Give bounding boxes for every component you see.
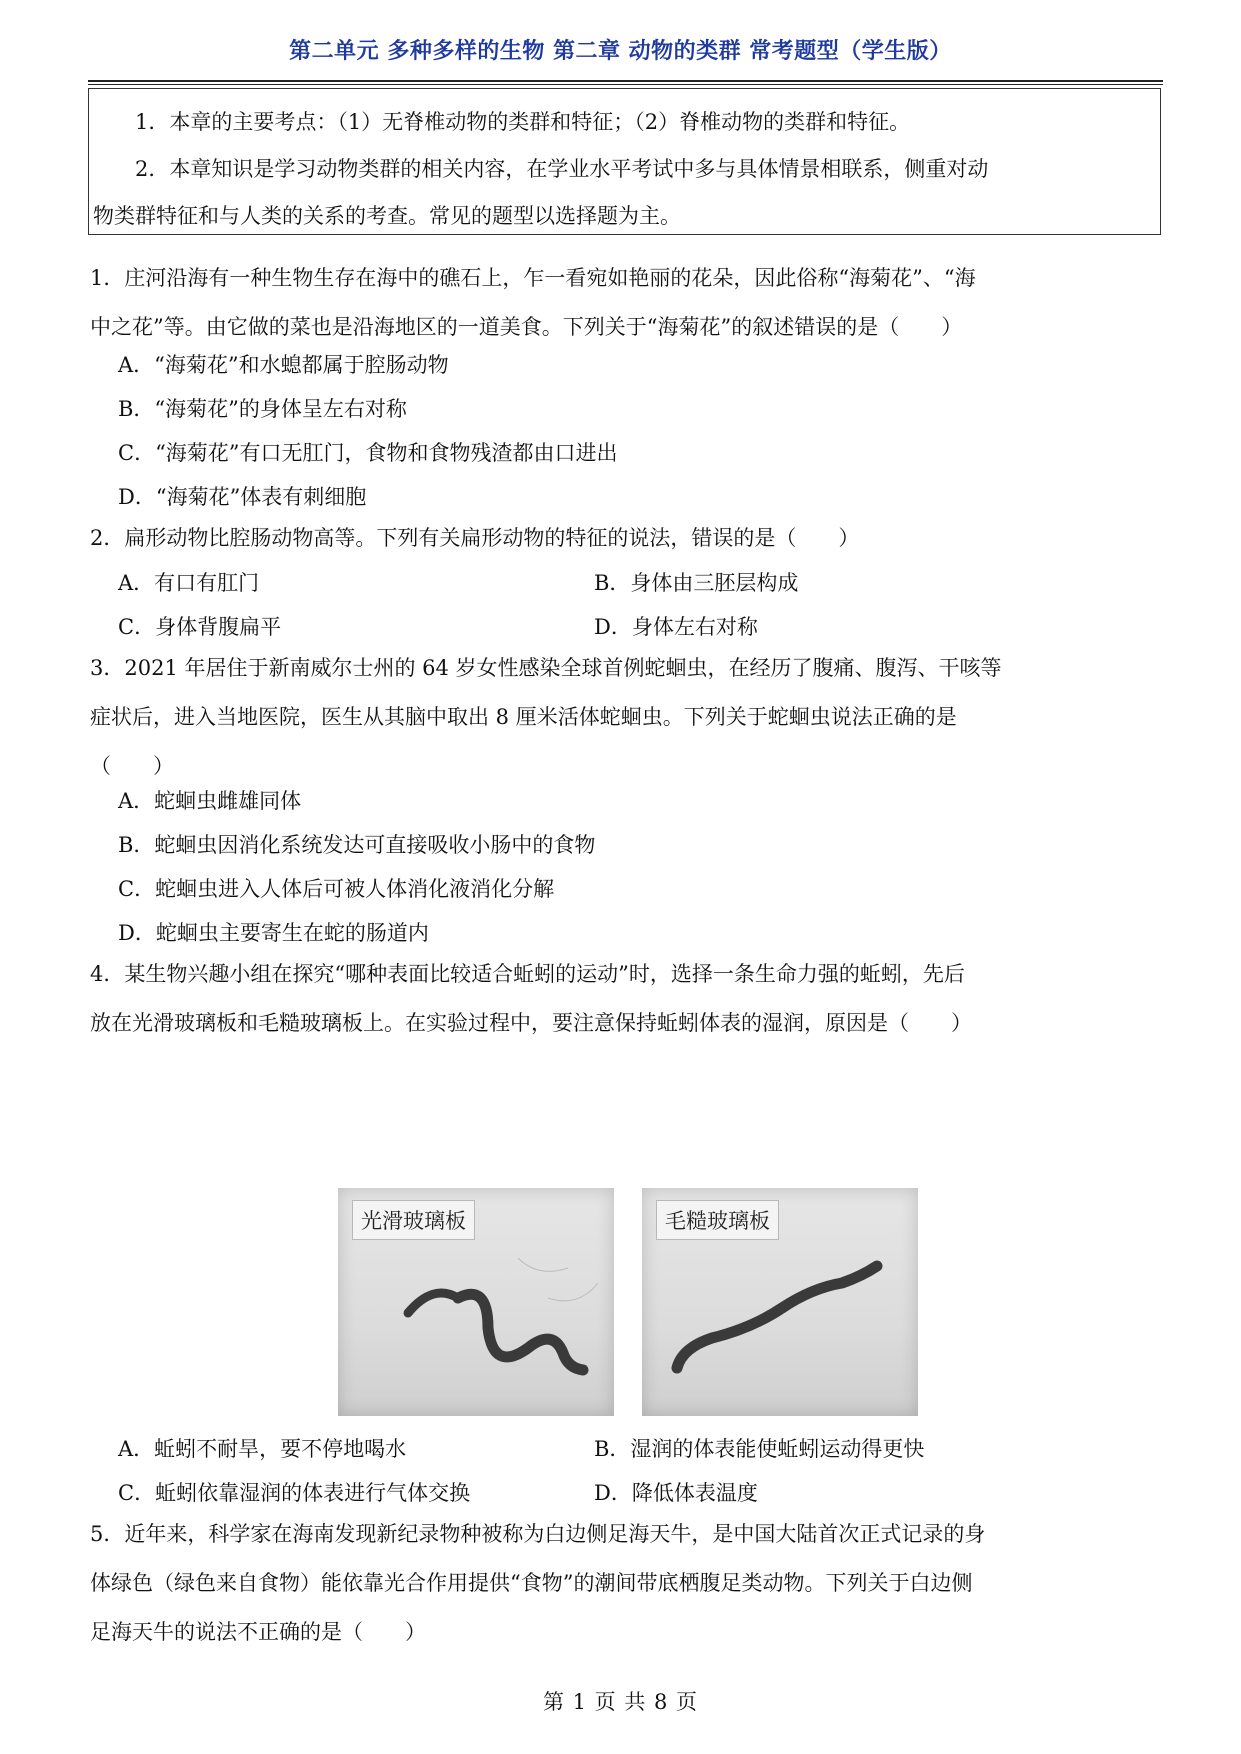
question-1 — [90, 254, 1165, 352]
header-rule — [88, 84, 1163, 85]
question-2-option-c: C．身体背腹扁平 — [118, 615, 282, 639]
question-4-option-c: C．蚯蚓依靠湿润的体表进行气体交换 — [118, 1481, 471, 1505]
question-4-option-d: D．降低体表温度 — [594, 1481, 758, 1505]
question-4 — [90, 950, 1165, 1048]
rough-glass-photo — [642, 1188, 918, 1416]
question-2-line: 2．扁形动物比腔肠动物高等。下列有关扁形动物的特征的说法，错误的是（ ） — [90, 526, 860, 550]
question-5-line: 体绿色（绿色来自食物）能依靠光合作用提供“食物”的潮间带底栖腹足类动物。下列关于白边侧 — [90, 1571, 973, 1595]
smooth-glass-label: 光滑玻璃板 — [352, 1200, 475, 1240]
question-2-option-d: D．身体左右对称 — [594, 615, 758, 639]
question-2-option-b: B．身体由三胚层构成 — [594, 571, 799, 595]
question-3 — [90, 644, 1165, 791]
question-1-line: 1．庄河沿海有一种生物生存在海中的礁石上，乍一看宛如艳丽的花朵，因此俗称“海菊花”、“海 — [90, 266, 976, 290]
question-1-option-d: D．“海菊花”体表有刺细胞 — [118, 485, 367, 509]
question-3-line: 3．2021 年居住于新南威尔士州的 64 岁女性感染全球首例蛇蛔虫，在经历了腹痛、腹泻、干咳等 — [90, 656, 1002, 680]
question-4-line: 4．某生物兴趣小组在探究“哪种表面比较适合蚯蚓的运动”时，选择一条生命力强的蚯蚓，先后 — [90, 962, 965, 986]
question-5 — [90, 1510, 1165, 1657]
question-1-line: 中之花”等。由它做的菜也是沿海地区的一道美食。下列关于“海菊花”的叙述错误的是（ ） — [90, 315, 963, 339]
question-5-line: 5．近年来，科学家在海南发现新纪录物种被称为白边侧足海天牛，是中国大陆首次正式记录的身 — [90, 1522, 986, 1546]
question-3-option-c: C．蛇蛔虫进入人体后可被人体消化液消化分解 — [118, 877, 555, 901]
question-2-option-a: A．有口有肛门 — [118, 571, 260, 595]
question-5-line: 足海天牛的说法不正确的是（ ） — [90, 1620, 426, 1644]
note-line: 2．本章知识是学习动物类群的相关内容，在学业水平考试中多与具体情景相联系，侧重对动 — [135, 157, 989, 181]
question-4-option-b: B．湿润的体表能使蚯蚓运动得更快 — [594, 1437, 925, 1461]
smooth-glass-photo — [338, 1188, 614, 1416]
note-line: 物类群特征和与人类的关系的考查。常见的题型以选择题为主。 — [93, 204, 681, 228]
earthworm-figure — [338, 1188, 918, 1416]
note-line: 1．本章的主要考点：（1）无脊椎动物的类群和特征；（2）脊椎动物的类群和特征。 — [135, 110, 911, 134]
question-3-option-a: A．蛇蛔虫雌雄同体 — [118, 789, 302, 813]
header-rule — [88, 80, 1163, 82]
question-1-option-a: A．“海菊花”和水螅都属于腔肠动物 — [118, 353, 449, 377]
rough-glass-label: 毛糙玻璃板 — [656, 1200, 779, 1240]
page-number: 第 1 页 共 8 页 — [542, 1690, 699, 1714]
question-3-line: （ ） — [90, 754, 174, 778]
question-4-line: 放在光滑玻璃板和毛糙玻璃板上。在实验过程中，要注意保持蚯蚓体表的湿润，原因是（ ） — [90, 1011, 972, 1035]
question-3-option-b: B．蛇蛔虫因消化系统发达可直接吸收小肠中的食物 — [118, 833, 596, 857]
question-1-option-c: C．“海菊花”有口无肛门，食物和食物残渣都由口进出 — [118, 441, 618, 465]
page-header-title: 第二单元 多种多样的生物 第二章 动物的类群 常考题型（学生版） — [289, 39, 952, 64]
chapter-notes-box — [88, 88, 1161, 235]
question-1-option-b: B．“海菊花”的身体呈左右对称 — [118, 397, 407, 421]
question-3-line: 症状后，进入当地医院，医生从其脑中取出 8 厘米活体蛇蛔虫。下列关于蛇蛔虫说法正确的是 — [90, 705, 957, 729]
question-2 — [90, 514, 1165, 563]
question-4-option-a: A．蚯蚓不耐旱，要不停地喝水 — [118, 1437, 407, 1461]
question-3-option-d: D．蛇蛔虫主要寄生在蛇的肠道内 — [118, 921, 429, 945]
